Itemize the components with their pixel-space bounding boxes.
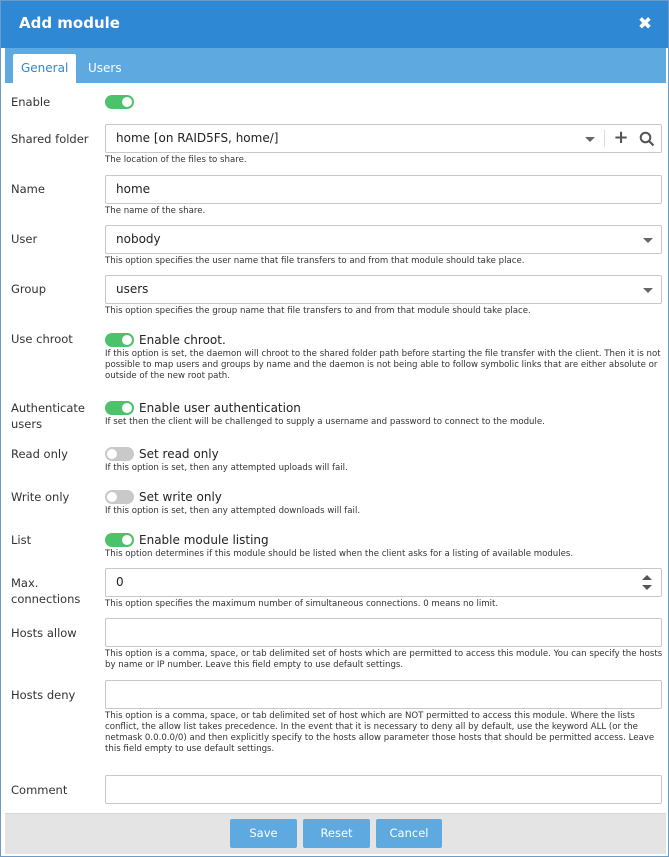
- name-label: Name: [11, 182, 45, 196]
- authenticate-users-toggle[interactable]: [105, 401, 134, 415]
- comment-label: Comment: [11, 783, 68, 797]
- write-only-help: If this option is set, then any attempted downloads will fail.: [105, 506, 361, 516]
- hosts-deny-help: This option is a comma, space, or tab delimited set of host which are NOT permitted to access this module. Where the lists conflict, the allow list takes precedence. In the event that it is necessary to deny all by default, use the keyword ALL (or the netmask 0.0.0.0/0) and then explicitly specify to the hosts allow parameter those hosts that should be permitted access. Leave this field empty to use default settings.: [105, 711, 655, 754]
- use-chroot-help: If this option is set, the daemon will chroot to the shared folder path before starting the file transfer with the client. Then it is not possible to map users and groups by name and the daemon is not being able to follow symbolic links that are either absolute or outside of the new root path.: [105, 349, 661, 381]
- group-help: This option specifies the group name that file transfers to and from that module should take place.: [105, 306, 531, 316]
- name-help: The name of the share.: [105, 206, 206, 216]
- list-help: This option determines if this module should be listed when the client asks for a listing of available modules.: [105, 549, 574, 559]
- cancel-button[interactable]: Cancel: [376, 819, 442, 848]
- enable-label: Enable: [11, 95, 51, 109]
- max-connections-help: This option specifies the maximum number of simultaneous connections. 0 means no limit.: [105, 599, 499, 609]
- authenticate-users-label: Authenticate users: [11, 401, 85, 431]
- read-only-switch-label: Set read only: [139, 447, 219, 461]
- list-toggle[interactable]: [105, 533, 134, 547]
- divider: [604, 130, 605, 147]
- hosts-allow-input[interactable]: [105, 618, 662, 647]
- toggle-knob: [122, 403, 132, 413]
- authenticate-users-help: If set then the client will be challenged to supply a username and password to connect to the module.: [105, 417, 545, 427]
- toggle-knob: [122, 535, 132, 545]
- group-select[interactable]: [105, 275, 662, 304]
- tab-general[interactable]: General: [13, 54, 76, 83]
- write-only-switch-label: Set write only: [139, 490, 222, 504]
- comment-input[interactable]: [105, 775, 662, 804]
- write-only-toggle[interactable]: [105, 490, 134, 504]
- user-select[interactable]: [105, 225, 662, 254]
- chevron-down-icon[interactable]: [643, 288, 653, 293]
- shared-folder-value: home [on RAID5FS, home/]: [116, 131, 279, 145]
- max-connections-value: 0: [116, 575, 124, 589]
- use-chroot-switch-label: Enable chroot.: [139, 333, 226, 347]
- list-switch-label: Enable module listing: [139, 533, 269, 547]
- save-button[interactable]: Save: [230, 819, 297, 848]
- hosts-allow-help: This option is a comma, space, or tab delimited set of hosts which are permitted to access this module. You can specify the hosts by name or IP number. Leave this field empty to use default settings.: [105, 649, 663, 670]
- toggle-knob: [107, 449, 117, 459]
- user-label: User: [11, 232, 38, 246]
- shared-folder-label: Shared folder: [11, 132, 89, 146]
- enable-toggle[interactable]: [105, 95, 134, 109]
- chevron-down-icon[interactable]: [643, 238, 653, 243]
- group-label: Group: [11, 282, 47, 296]
- tab-bar: [5, 48, 666, 83]
- authenticate-users-switch-label: Enable user authentication: [139, 401, 301, 415]
- list-label: List: [11, 533, 32, 547]
- read-only-help: If this option is set, then any attempted uploads will fail.: [105, 463, 348, 473]
- toggle-knob: [107, 492, 117, 502]
- dialog-footer: [5, 813, 666, 854]
- form-content: [5, 83, 666, 813]
- write-only-label: Write only: [11, 490, 70, 504]
- hosts-deny-label: Hosts deny: [11, 688, 76, 702]
- plus-icon[interactable]: +: [613, 127, 629, 148]
- chevron-down-icon[interactable]: [585, 137, 595, 142]
- use-chroot-toggle[interactable]: [105, 333, 134, 347]
- hosts-allow-label: Hosts allow: [11, 626, 77, 640]
- name-input[interactable]: home: [105, 175, 662, 204]
- user-help: This option specifies the user name that file transfers to and from that module should take place.: [105, 256, 525, 266]
- dialog-titlebar: [1, 1, 668, 48]
- group-value: users: [116, 282, 149, 296]
- spinner-up-icon[interactable]: [642, 575, 652, 580]
- dialog-title: Add module: [19, 14, 120, 32]
- shared-folder-help: The location of the files to share.: [105, 155, 247, 165]
- shared-folder-select[interactable]: [105, 124, 662, 153]
- spinner-down-icon[interactable]: [642, 585, 652, 590]
- close-icon[interactable]: ✖: [637, 14, 653, 34]
- max-connections-input[interactable]: [105, 568, 662, 597]
- toggle-knob: [122, 97, 132, 107]
- read-only-label: Read only: [11, 447, 68, 461]
- use-chroot-label: Use chroot: [11, 332, 73, 346]
- max-connections-label: Max. connections: [11, 576, 81, 606]
- toggle-knob: [122, 335, 132, 345]
- reset-button[interactable]: Reset: [303, 819, 370, 848]
- read-only-toggle[interactable]: [105, 447, 134, 461]
- tab-users[interactable]: Users: [88, 61, 122, 75]
- search-icon[interactable]: [639, 131, 655, 147]
- hosts-deny-input[interactable]: [105, 680, 662, 709]
- user-value: nobody: [116, 232, 161, 246]
